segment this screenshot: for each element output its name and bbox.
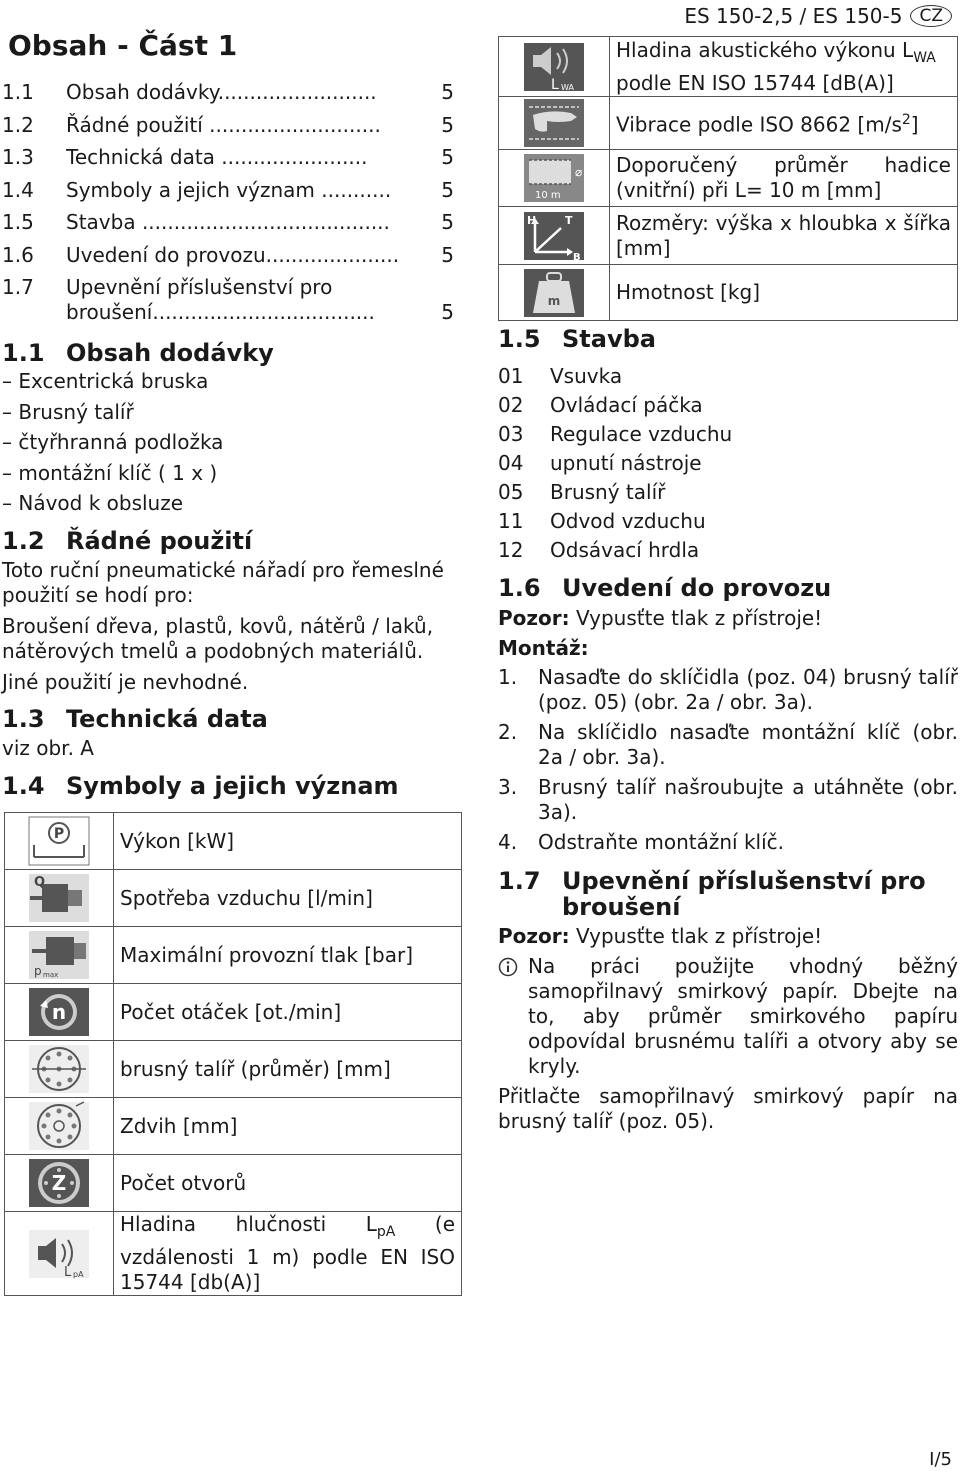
list-item: 05 Brusný talíř [498,480,666,504]
list-item: 01 Vsuvka [498,364,623,388]
paragraph: Přitlačte samopřilnavý smirkový papír na brusný talíř (poz. 05). [498,1084,958,1133]
section-heading-1-5: 1.5 Stavba [498,325,656,353]
page-title: Obsah - Část 1 [8,29,238,62]
warning-text: Pozor: Vypusťte tlak z přístroje! [498,606,823,630]
hose-length-label: 10 m [535,190,561,201]
tech-data-ref: viz obr. A [2,736,94,760]
table-row [5,984,462,1041]
warning-text: Pozor: Vypusťte tlak z přístroje! [498,924,823,948]
info-icon [498,954,528,1079]
list-item: 11 Odvod vzduchu [498,509,706,533]
svg-text:Q: Q [34,875,46,890]
table-row [499,97,958,150]
symbols-table-continued [498,36,958,321]
symbol-description: Počet otáček [ot./min] [114,984,462,1041]
symbol-description: Maximální provozní tlak [bar] [114,927,462,984]
info-note [498,954,958,1079]
paragraph: Broušení dřeva, plastů, kovů, nátěrů / laků, nátěrových tmelů a podobných materiálů. [2,614,434,663]
symbol-description: Hladina hlučnosti $L_{pA}$ (e vzdálenosti 1 m) podle EN ISO 15744 [db(A)] [114,1212,462,1296]
hose-diameter-icon [499,150,610,207]
toc-entry[interactable]: 1.4 Symboly a jejich význam ........... 5 [2,177,454,202]
toc-entry[interactable]: 1.1 Obsah dodávky......................... 5 [2,80,454,104]
svg-text:m: m [547,293,561,308]
table-row [5,1212,462,1296]
symbol-description: Výkon [kW] [114,813,462,870]
svg-text:P: P [53,826,65,842]
list-item: 3. Brusný talíř našroubujte a utáhněte (obr. 3a). [498,775,958,824]
toc-entry[interactable]: 1.3 Technická data ....................... 5 [2,145,454,169]
table-row [499,37,958,97]
symbol-description: Hmotnost [kg] [610,265,958,321]
section-heading-1-7: 1.7 Upevnění příslušenství pro broušení [498,867,926,921]
list-item: – čtyřhranná podložka [2,430,224,454]
mounting-heading: Montáž: [498,636,589,660]
svg-text:p: p [34,964,42,978]
list-item: 4. Odstraňte montážní klíč. [498,830,784,854]
svg-text:⌀: ⌀ [575,165,583,179]
accessories-section [498,924,958,1134]
list-item: 03 Regulace vzduchu [498,422,733,446]
stroke-icon [5,1098,114,1155]
rotation-n-icon [5,984,114,1041]
list-item: – Návod k obsluze [2,491,184,515]
toc-entry[interactable]: 1.7 Upevnění příslušenství pro broušení................................... 5 [2,275,454,324]
symbol-description: Doporučený průměr hadice (vnitřní) při L= 10 m [mm] [610,150,958,207]
table-row [5,813,462,870]
toc-entry[interactable]: 1.6 Uvedení do provozu..................... 5 [2,242,454,267]
holes-Z-icon [5,1155,114,1212]
vibration-hand-icon [499,97,610,150]
list-item: 02 Ovládací páčka [498,393,703,417]
symbol-description: Rozměry: výška x hloubka x šířka [mm] [610,207,958,265]
parts-list [498,362,732,565]
svg-text:T: T [565,213,573,227]
svg-text:Z: Z [51,1171,67,1195]
symbol-description: brusný talíř (průměr) [mm] [114,1041,462,1098]
table-row [499,207,958,265]
list-item: 1. Nasaďte do sklíčidla (poz. 04) brusný talíř (poz. 05) (obr. 2a / obr. 3a). [498,665,958,714]
table-row [5,1155,462,1212]
svg-text:pA: pA [73,1269,84,1279]
table-of-contents [2,80,458,325]
table-row [5,1041,462,1098]
section-heading-1-3: 1.3 Technická data [2,705,268,733]
section-heading-1-1: 1.1 Obsah dodávky [2,339,274,367]
svg-text:H: H [527,213,537,227]
list-item: 2. Na sklíčidlo nasaďte montážní klíč (obr. 2a / obr. 3a). [498,720,958,769]
weight-m-icon [499,265,610,321]
svg-text:B: B [573,251,581,262]
svg-text:L: L [64,1264,72,1280]
table-row [5,927,462,984]
list-item: – Excentrická bruska [2,369,209,393]
pad-diameter-icon [5,1041,114,1098]
toc-entry[interactable]: 1.5 Stavba ....................................... 5 [2,210,454,234]
svg-text:L: L [551,76,559,93]
page-number: I/5 [929,1449,952,1470]
paragraph: Toto ruční pneumatické nářadí pro řemeslné použití se hodí pro: [2,558,444,607]
table-row [499,265,958,321]
paragraph: Na práci použijte vhodný běžný samopřilnavý smirkový papír. Dbejte na to, aby průměr smirkového papíru odpovídal brusnému talíři a otvory aby se kryly. [528,954,958,1078]
dimensions-HTB-icon [499,207,610,265]
section-heading-1-2: 1.2 Řádné použití [2,527,253,555]
page-header [684,4,952,28]
symbol-description: Počet otvorů [114,1155,462,1212]
symbols-table [4,812,462,1296]
paragraph: Jiné použití je nevhodné. [2,670,249,694]
sound-pressure-LpA-icon [5,1212,114,1296]
svg-text:n: n [51,1000,67,1024]
sound-power-LWA-icon [499,37,610,97]
table-row [5,1098,462,1155]
model-label: ES 150-2,5 / ES 150-5 [684,4,903,28]
svg-text:max: max [43,971,59,979]
svg-text:WA: WA [561,82,574,92]
list-item: – montážní klíč ( 1 x ) [2,460,218,485]
toc-entry[interactable]: 1.2 Řádné použití ........................... 5 [2,112,454,137]
symbol-description: Vibrace podle ISO 8662 $[m/s^2]$ [610,97,958,150]
table-row [5,870,462,927]
delivery-list [2,366,223,519]
section-heading-1-4: 1.4 Symboly a jejich význam [2,772,399,800]
list-item: – Brusný talíř [2,399,134,424]
table-row [499,150,958,207]
section-heading-1-6: 1.6 Uvedení do provozu [498,574,832,602]
list-item: 12 Odsávací hrdla [498,538,700,562]
startup-section [498,606,958,855]
air-consumption-Q-icon [5,870,114,927]
symbol-description: Hladina akustického výkonu $L_{WA}$ podle EN ISO 15744 [dB(A)] [610,37,958,97]
language-badge: CZ [910,5,952,27]
pressure-pmax-icon [5,927,114,984]
list-item: 04 upnutí nástroje [498,451,702,475]
power-P-icon [5,813,114,870]
symbol-description: Zdvih [mm] [114,1098,462,1155]
symbol-description: Spotřeba vzduchu [l/min] [114,870,462,927]
intended-use-text [2,558,460,695]
